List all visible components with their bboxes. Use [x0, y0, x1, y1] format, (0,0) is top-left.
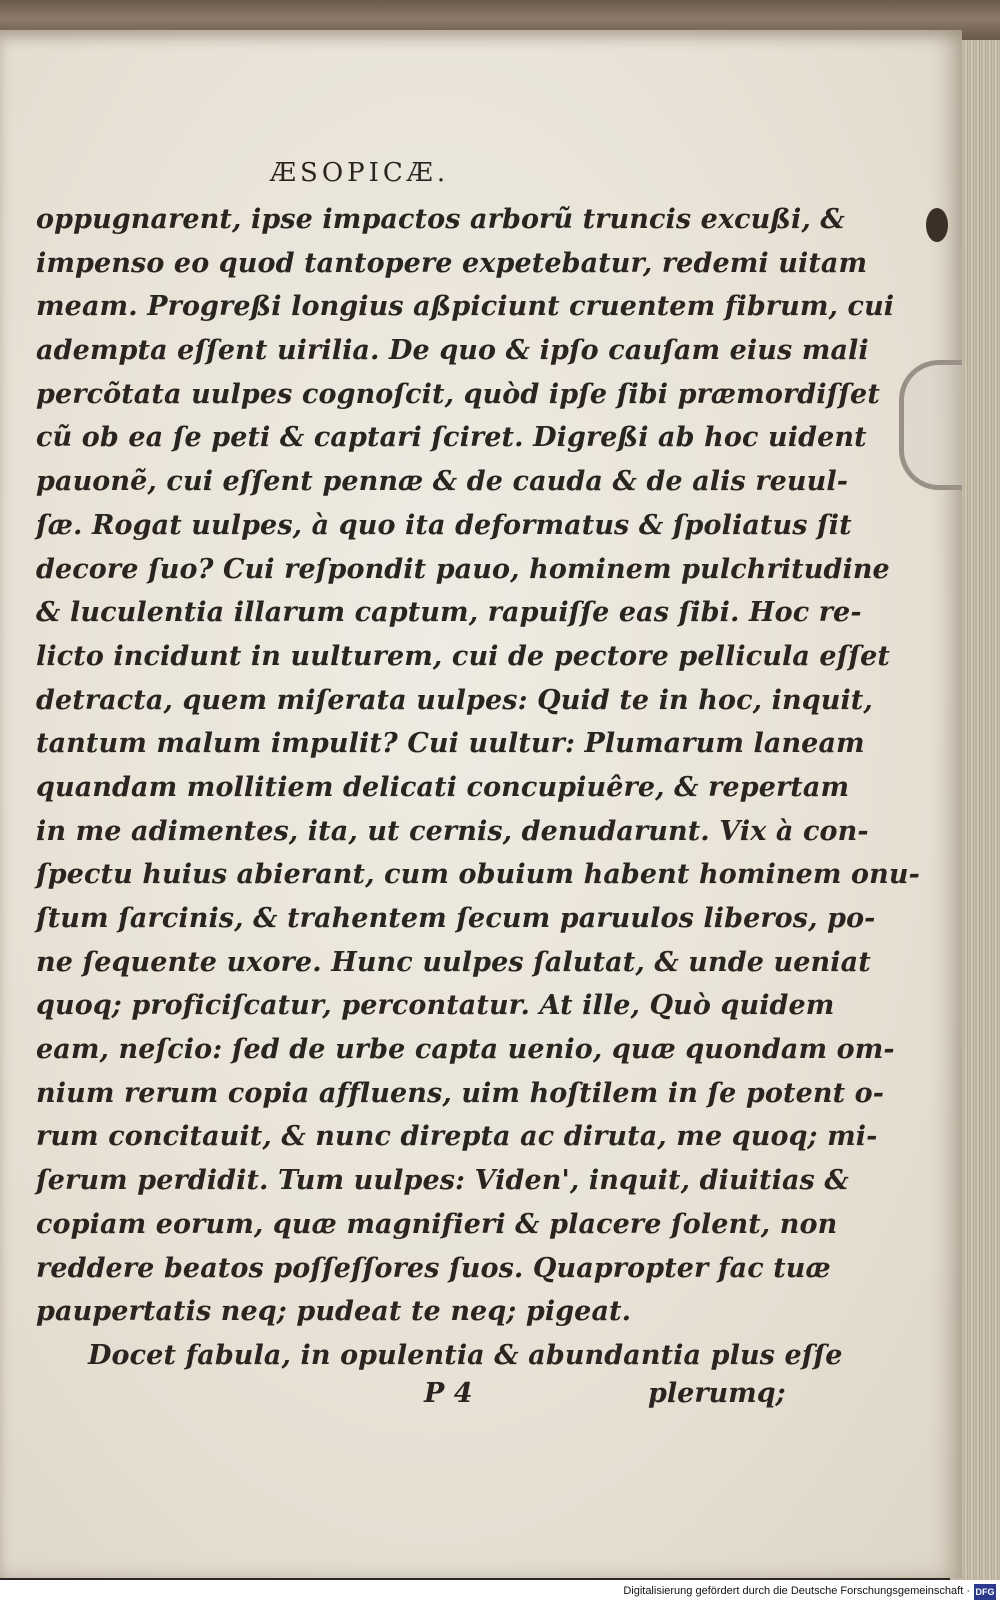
- page-clip: [899, 360, 962, 490]
- dfg-logo-icon: DFG: [974, 1584, 996, 1600]
- text-line: ne ſequente uxore. Hunc uulpes ſalutat, & unde ueniat: [36, 946, 871, 978]
- ink-blot: [926, 208, 948, 242]
- text-line: & luculentia illarum captum, rapuiſſe eas ſibi. Hoc re-: [36, 597, 862, 629]
- text-line: ſtum ſarcinis, & trahentem ſecum paruulos liberos, po-: [36, 903, 876, 934]
- text-line: ſerum perdidit. Tum uulpes: Viden', inquit, diuitias &: [36, 1165, 849, 1197]
- text-line: in me adimentes, ita, ut cernis, denudarunt. Vix à con-: [36, 815, 869, 847]
- text-line: rum concitauit, & nunc direpta ac diruta, me quoq; mi-: [36, 1121, 878, 1153]
- text-line: paupertatis neq; pudeat te neq; pigeat.: [36, 1296, 632, 1328]
- text-line: detracta, quem miſerata uulpes: Quid te in hoc, inquit,: [36, 684, 873, 716]
- text-line: oppugnarent, ipse impactos arborũ truncis excußi, &: [36, 204, 845, 235]
- text-line: percõtata uulpes cognoſcit, quòd ipſe ſibi præmordiſſet: [36, 378, 880, 410]
- text-line: ſpectu huius abierant, cum obuium habent hominem onu-: [36, 859, 920, 891]
- text-line: pauonẽ, cui eſſent pennæ & de cauda & de alis reuul-: [36, 466, 849, 498]
- moral-line: Docet fabula, in opulentia & abundantia plus eſſe: [88, 1339, 843, 1371]
- page-text: [36, 198, 920, 1378]
- text-line: tantum malum impulit? Cui uultur: Plumarum laneam: [36, 728, 865, 760]
- funding-credit: Digitalisierung gefördert durch die Deutsche Forschungsgemeinschaft ·: [623, 1585, 970, 1597]
- text-line: decore ſuo? Cui reſpondit pauo, hominem pulchritudine: [36, 553, 890, 585]
- text-line: adempta eſſent uirilia. De quo & ipſo cauſam eius mali: [36, 335, 869, 367]
- text-line: copiam eorum, quæ magnifieri & placere ſolent, non: [36, 1208, 838, 1240]
- catchword: plerumq;: [648, 1378, 786, 1409]
- text-line: nium rerum copia affluens, uim hoſtilem in ſe potent o-: [36, 1077, 885, 1109]
- text-line: licto incidunt in uulturem, cui de pectore pellicula eſſet: [36, 640, 890, 672]
- text-line: impenso eo quod tantopere expetebatur, redemi uitam: [36, 247, 868, 279]
- credit-bar: [0, 1580, 1000, 1606]
- text-line: ſæ. Rogat uulpes, à quo ita deformatus & ſpoliatus ſit: [36, 509, 852, 541]
- page-footer: [36, 1378, 796, 1422]
- text-line: reddere beatos poſſeſſores ſuos. Quapropter fac tuæ: [36, 1252, 831, 1284]
- text-line: quandam mollitiem delicati concupiuêre, & repertam: [36, 771, 850, 803]
- running-head: ÆSOPICÆ.: [270, 158, 450, 188]
- text-line: meam. Progreßi longius aßpiciunt cruentem fibrum, cui: [36, 291, 895, 323]
- text-line: eam, neſcio: ſed de urbe capta uenio, quæ quondam om-: [36, 1034, 895, 1066]
- text-line: cũ ob ea ſe peti & captari ſciret. Digreßi ab hoc uident: [36, 422, 867, 454]
- text-line: quoq; proficiſcatur, percontatur. At ille, Quò quidem: [36, 990, 835, 1022]
- signature-mark: P 4: [424, 1378, 473, 1409]
